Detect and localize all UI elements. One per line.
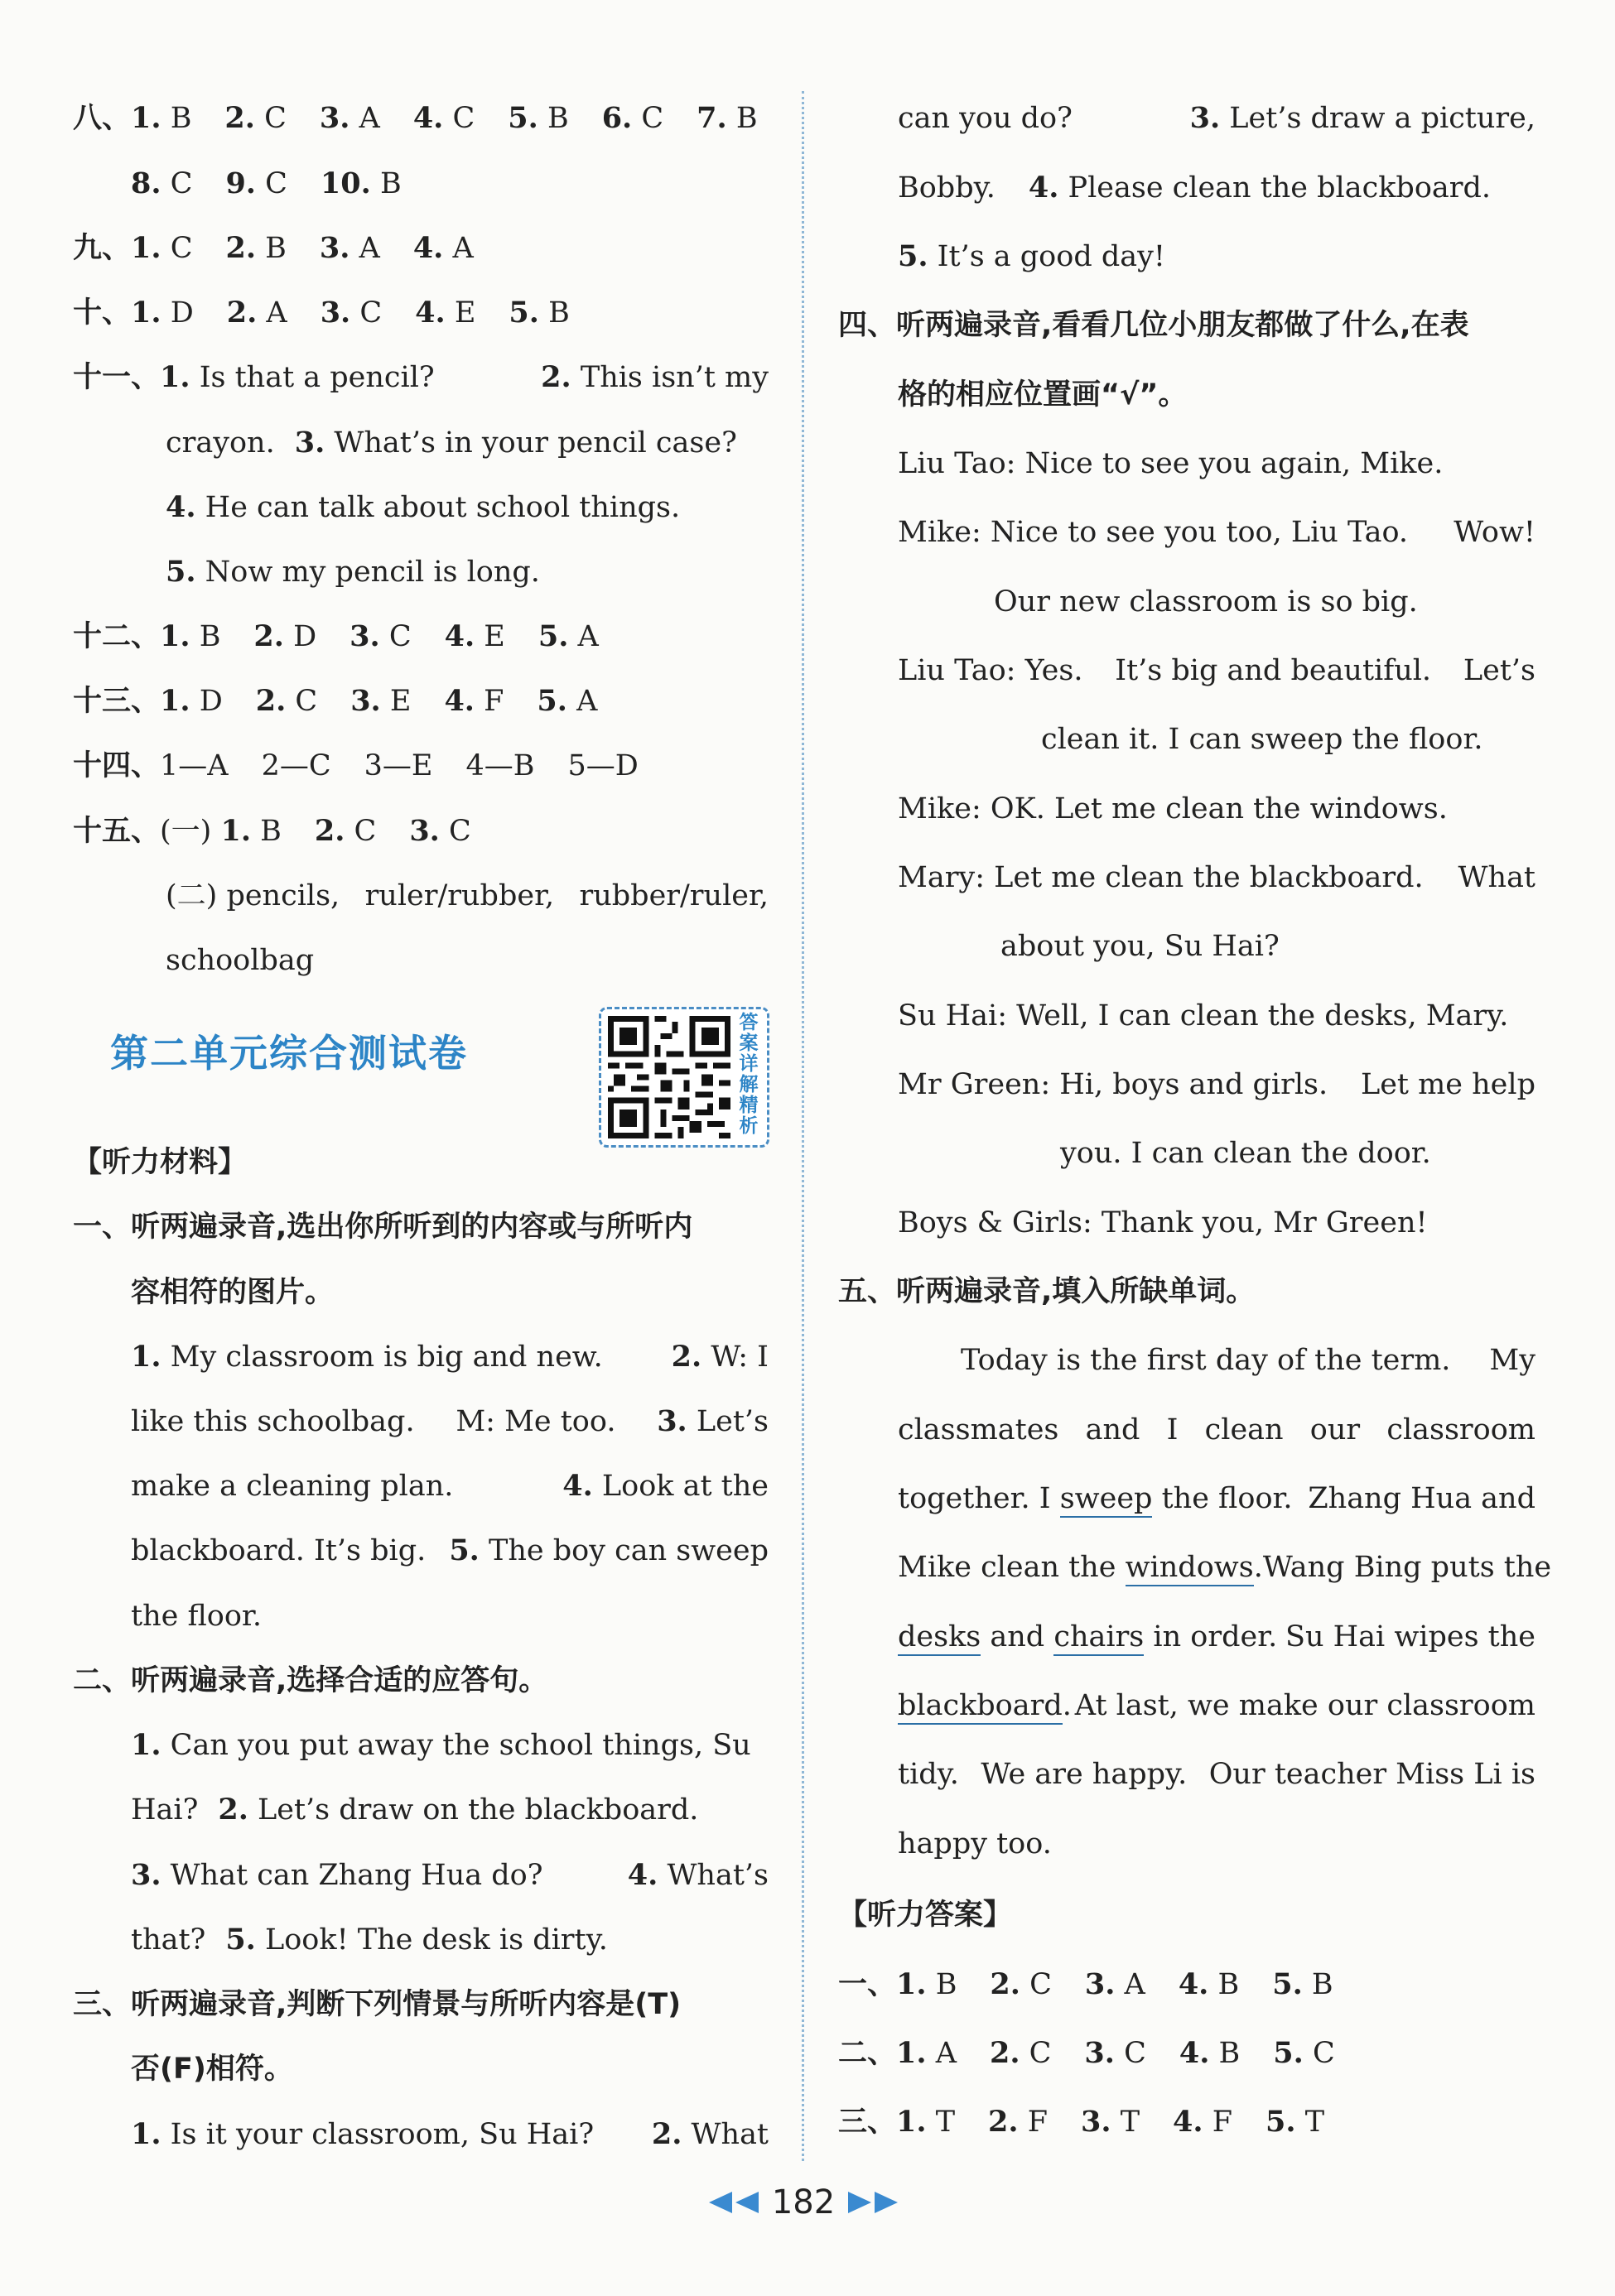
dialogue-line: Su Hai: Well, I can clean the desks, Mary. <box>898 999 1509 1032</box>
dialogue-line: Our new classroom is so big. <box>994 585 1418 619</box>
answer-line-13: 十三、1. D 2. C 3. E 4. F 5. A <box>73 684 598 718</box>
dialogue-line: Mr Green: Hi, boys and girls. Let me help <box>898 1068 1535 1101</box>
dialogue-line: Mike: Nice to see you too, Liu Tao. Wow! <box>898 516 1535 549</box>
passage-line: together. I sweep the floor. Zhang Hua and <box>898 1478 1535 1519</box>
answer-line-9: 九、1. C 2. B 3. A 4. A <box>73 231 474 265</box>
dialogue-line: Liu Tao: Yes. It’s big and beautiful. Let’s <box>898 654 1535 687</box>
blank-answer: windows <box>1126 1551 1254 1586</box>
s1-line: 1. My classroom is big and new. 2. W: I <box>131 1340 769 1374</box>
passage-line: Mike clean the windows. Wang Bing puts the <box>898 1547 1535 1588</box>
dialogue-line: about you, Su Hai? <box>1000 930 1280 963</box>
s2-line: that? 5. Look! The desk is dirty. <box>131 1923 608 1957</box>
section-1-title-cont: 容相符的图片。 <box>131 1276 335 1309</box>
dialogue-line: Boys & Girls: Thank you, Mr Green! <box>898 1206 1428 1239</box>
qr-code-icon[interactable] <box>608 1016 730 1138</box>
dialogue-line: Mike: OK. Let me clean the windows. <box>898 792 1448 826</box>
answer-line-15: 十五、(一) 1. B 2. C 3. C <box>73 814 471 848</box>
answer-line-11-cont-c: 5. Now my pencil is long. <box>166 555 540 589</box>
answer-line-8-cont: 8. C 9. C 10. B <box>131 166 402 200</box>
dialogue-line: you. I can clean the door. <box>1060 1137 1431 1170</box>
answer-line-11-cont-a: crayon. 3. What’s in your pencil case? <box>166 426 737 460</box>
passage-line: happy too. <box>898 1827 1052 1860</box>
dialogue-line: clean it. I can sweep the floor. <box>1041 723 1483 756</box>
answer-line-11: 十一、1. Is that a pencil? 2. This isn’t my <box>73 360 769 394</box>
answer-line-14: 十四、1—A 2—C 3—E 4—B 5—D <box>73 749 639 782</box>
section-3-title: 三、听两遍录音,判断下列情景与所听内容是(T) <box>73 1988 682 2021</box>
answer-line-12: 十二、1. B 2. D 3. C 4. E 5. A <box>73 619 599 653</box>
blank-answer: chairs <box>1053 1620 1144 1656</box>
page-footer <box>679 2178 928 2227</box>
answer-line-11-cont-b: 4. He can talk about school things. <box>166 490 681 524</box>
dialogue-line: Mary: Let me clean the blackboard. What <box>898 861 1535 894</box>
section-3-title-cont: 否(F)相符。 <box>131 2053 293 2086</box>
unit-title: 第二单元综合测试卷 <box>110 1031 468 1076</box>
section-2-title: 二、听两遍录音,选择合适的应答句。 <box>73 1664 548 1697</box>
page-number: 182 <box>771 2183 836 2221</box>
answer-line-15-cont: (二) pencils, ruler/rubber, rubber/ruler, <box>166 879 769 912</box>
section-4-title: 四、听两遍录音,看看几位小朋友都做了什么,在表 <box>838 309 1469 342</box>
s1-line: make a cleaning plan. 4. Look at the <box>131 1469 769 1503</box>
dialogue-line: Liu Tao: Nice to see you again, Mike. <box>898 447 1444 480</box>
s1-line: like this schoolbag. M: Me too. 3. Let’s <box>131 1404 769 1438</box>
s3-line-cont: can you do? 3. Let’s draw a picture, <box>898 101 1535 135</box>
blank-answer: desks <box>898 1620 981 1656</box>
s3-line-cont: Bobby. 4. Please clean the blackboard. <box>898 171 1492 205</box>
qr-caption: 答案详解精析 <box>739 1012 759 1137</box>
s3-line-cont: 5. It’s a good day! <box>898 239 1165 273</box>
passage-line: blackboard. At last, we make our classroom <box>898 1685 1535 1726</box>
answer-line-8: 八、1. B 2. C 3. A 4. C 5. B 6. C 7. B <box>73 101 758 135</box>
section-4-title-cont: 格的相应位置画“√”。 <box>898 378 1188 412</box>
listening-answers-header: 【听力答案】 <box>838 1899 1013 1932</box>
double-left-arrow-icon[interactable] <box>709 2192 760 2213</box>
s2-line: Hai? 2. Let’s draw on the blackboard. <box>131 1793 699 1827</box>
s3-line: 1. Is it your classroom, Su Hai? 2. What <box>131 2117 769 2151</box>
answer-line-10: 十、1. D 2. A 3. C 4. E 5. B <box>73 296 570 330</box>
passage-line: Today is the first day of the term. My <box>961 1344 1535 1377</box>
section-5-title: 五、听两遍录音,填入所缺单词。 <box>838 1275 1256 1308</box>
blank-answer: blackboard <box>898 1689 1063 1725</box>
passage-line: tidy. We are happy. Our teacher Miss Li is <box>898 1758 1535 1791</box>
blank-answer: sweep <box>1060 1482 1153 1518</box>
passage-line: classmates and I clean our classroom <box>898 1413 1535 1446</box>
s1-line: the floor. <box>131 1600 262 1633</box>
listening-answer-line-3: 三、1. T 2. F 3. T 4. F 5. T <box>838 2105 1325 2139</box>
section-1-title: 一、听两遍录音,选出你所听到的内容或与所听内 <box>73 1211 693 1244</box>
column-divider <box>802 91 804 2161</box>
listening-answer-line-1: 一、1. B 2. C 3. A 4. B 5. B <box>838 1967 1333 2001</box>
s1-line: blackboard. It’s big. 5. The boy can sweep <box>131 1533 769 1567</box>
listening-answer-line-2: 二、1. A 2. C 3. C 4. B 5. C <box>838 2036 1335 2070</box>
double-right-arrow-icon[interactable] <box>846 2192 898 2213</box>
s2-line: 1. Can you put away the school things, Su <box>131 1728 751 1762</box>
listening-material-header: 【听力材料】 <box>73 1146 248 1179</box>
s2-line: 3. What can Zhang Hua do? 4. What’s <box>131 1858 769 1892</box>
passage-line: desks and chairs in order. Su Hai wipes the <box>898 1616 1535 1658</box>
answer-line-15-cont-b: schoolbag <box>166 944 315 977</box>
qr-code-box[interactable] <box>599 1007 769 1148</box>
